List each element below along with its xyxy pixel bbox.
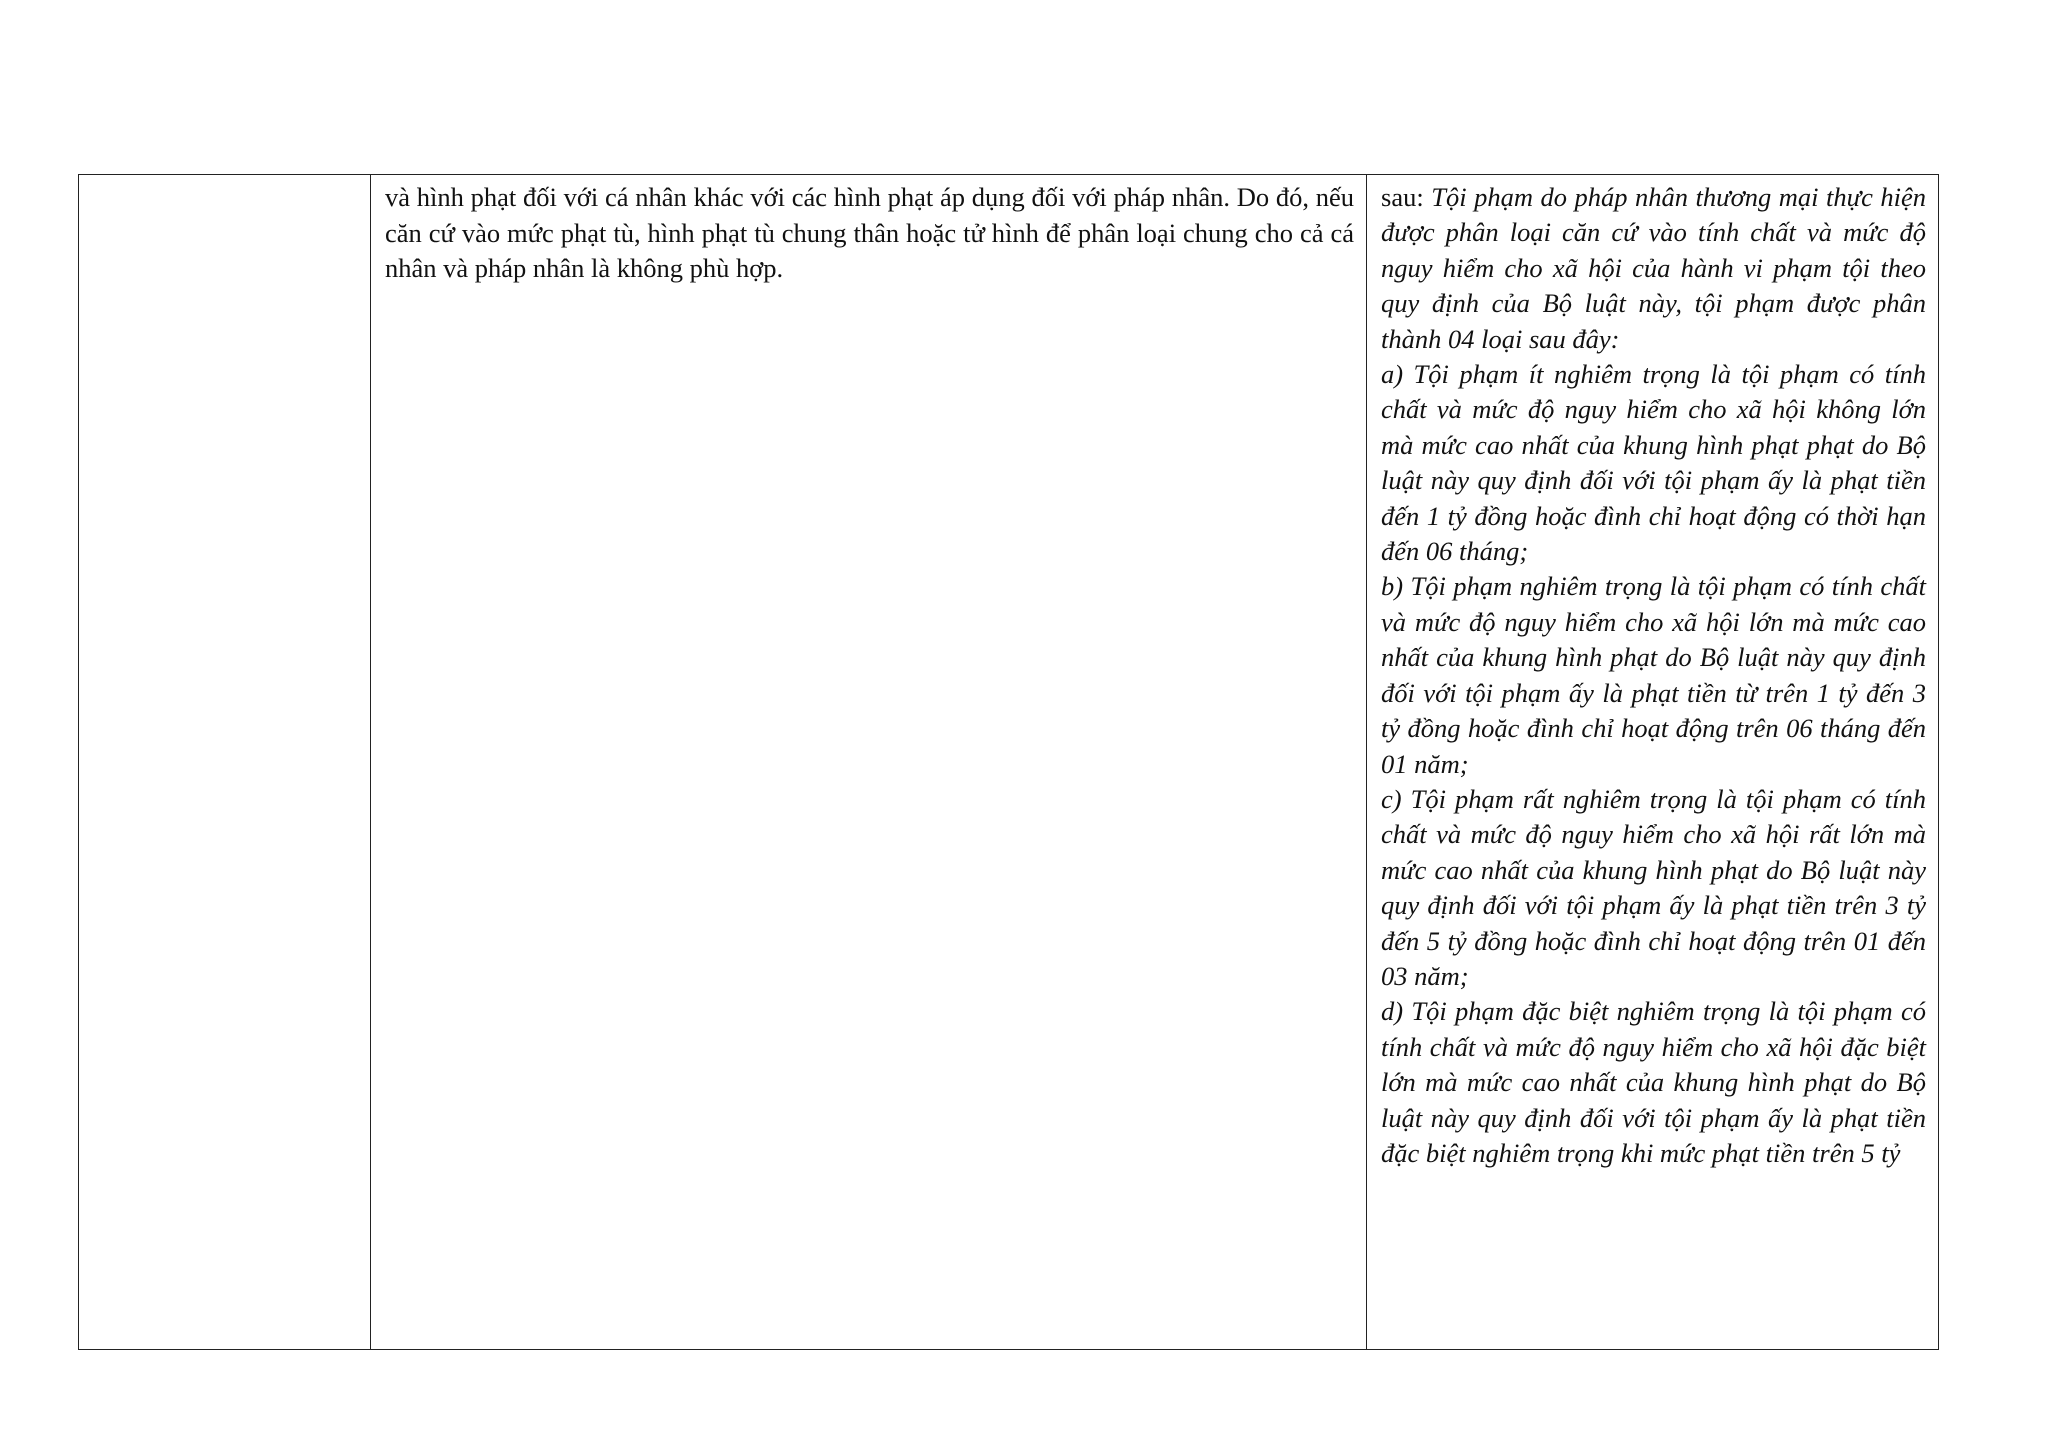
- provision-item-a: a) Tội phạm ít nghiêm trọng là tội phạm có tính chất và mức độ nguy hiểm cho xã hội không lớn mà mức cao nhất của khung hình phạt phạt do Bộ luật này quy định đối với tội phạm ấy là phạt tiền đến 1 tỷ đồng hoặc đình chỉ hoạt động có thời hạn đến 06 tháng;: [1381, 359, 1926, 567]
- provision-item-b: b) Tội phạm nghiêm trọng là tội phạm có tính chất và mức độ nguy hiểm cho xã hội lớn mà mức cao nhất của khung hình phạt do Bộ luật này quy định đối với tội phạm ấy là phạt tiền từ trên 1 tỷ đến 3 tỷ đồng hoặc đình chỉ hoạt động trên 06 tháng đến 01 năm;: [1381, 571, 1926, 779]
- provision-cell: [1367, 175, 1939, 1350]
- lead-word: sau:: [1381, 182, 1424, 212]
- provision-item-c: c) Tội phạm rất nghiêm trọng là tội phạm có tính chất và mức độ nguy hiểm cho xã hội rất lớn mà mức cao nhất của khung hình phạt do Bộ luật này quy định đối với tội phạm ấy là phạt tiền trên 3 tỷ đến 5 tỷ đồng hoặc đình chỉ hoạt động trên 01 đến 03 năm;: [1381, 783, 1926, 991]
- table-row: [79, 175, 1939, 1350]
- intro-text: Tội phạm do pháp nhân thương mại thực hiện được phân loại căn cứ vào tính chất và mức độ nguy hiểm cho xã hội của hành vi phạm tội theo quy định của Bộ luật này, tội phạm được phân thành 04 loại sau đây:: [1381, 182, 1927, 354]
- provision-item-d: d) Tội phạm đặc biệt nghiêm trọng là tội phạm có tính chất và mức độ nguy hiểm cho xã hội đặc biệt lớn mà mức cao nhất của khung hình phạt do Bộ luật này quy định đối với tội phạm ấy là phạt tiền đặc biệt nghiêm trọng khi mức phạt tiền trên 5 tỷ: [1381, 996, 1926, 1168]
- explanation-cell: [371, 175, 1367, 1350]
- empty-cell: [79, 175, 371, 1350]
- provision-intro: [1381, 180, 1926, 357]
- explanation-paragraph: và hình phạt đối với cá nhân khác với các hình phạt áp dụng đối với pháp nhân. Do đó, nếu căn cứ vào mức phạt tù, hình phạt tù chung thân hoặc tử hình để phân loại chung cho cả cá nhân và pháp nhân là không phù hợp.: [385, 182, 1354, 283]
- comparison-table: [78, 174, 1939, 1350]
